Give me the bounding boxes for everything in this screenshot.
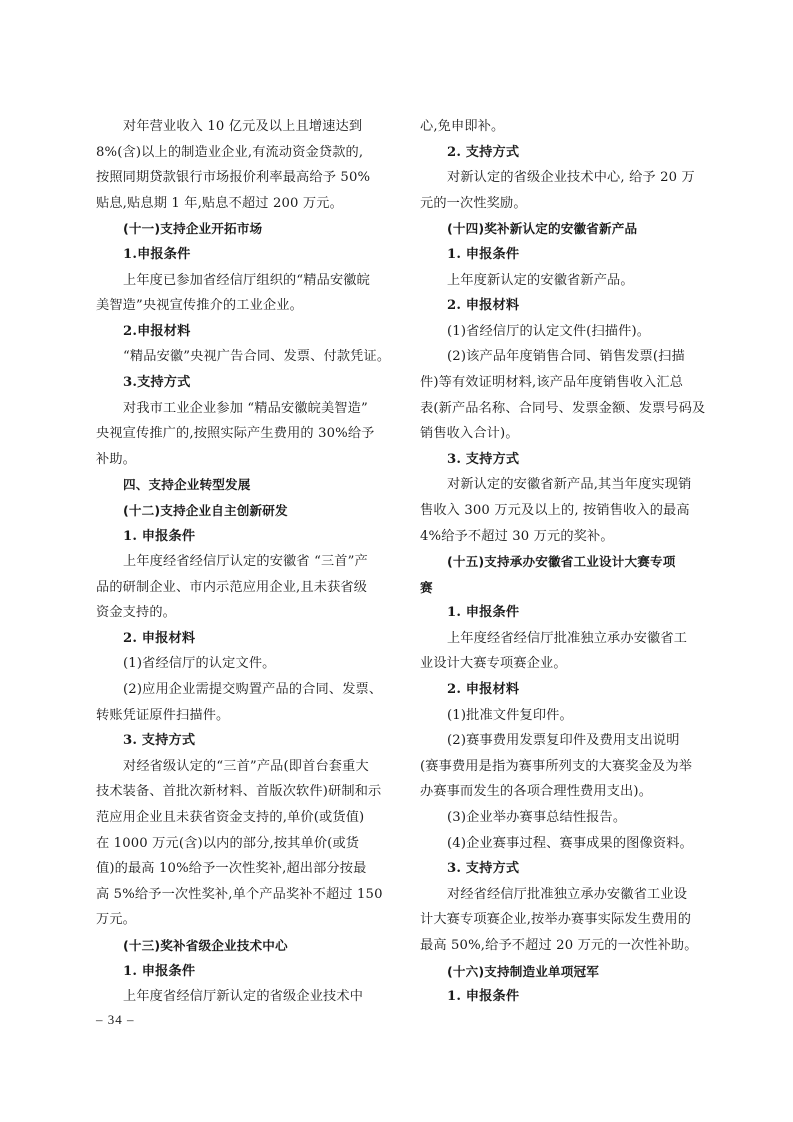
text-line: 美智造”央视宣传推介的工业企业。 [96, 298, 303, 314]
section-heading: (十六)支持制造业单项冠军 [447, 963, 599, 979]
sub-heading: 1. 申报条件 [447, 989, 520, 1005]
text-line: 央视宣传推广的,按照实际产生费用的 30%给予 [96, 426, 375, 442]
section-heading: (十三)奖补省级企业技术中心 [123, 938, 288, 953]
sub-heading: 2. 申报材料 [447, 298, 520, 314]
text-line: (1)批准文件复印件。 [447, 707, 573, 723]
text-line: 上年度经省经信厅批准独立承办安徽省工 [447, 630, 688, 646]
text-line: 8%(含)以上的制造业企业,有流动资金贷款的, [96, 144, 364, 160]
text-line: 对我市工业企业参加 “精品安徽皖美智造” [123, 400, 368, 416]
text-line: 上年度已参加省经信厅组织的“精品安徽皖 [123, 272, 370, 288]
text-line: 在 1000 万元(含)以内的部分,按其单价(或货 [96, 835, 360, 851]
text-line: 销售收入合计)。 [420, 426, 519, 442]
text-line: 件)等有效证明材料,该产品年度销售收入汇总 [420, 374, 684, 390]
text-line: 表(新产品名称、合同号、发票金额、发票号码及 [420, 400, 706, 416]
text-line: 业设计大赛专项赛企业。 [420, 656, 567, 672]
text-line: 元的一次性奖励。 [420, 195, 527, 211]
text-line: “精品安徽”央视广告合同、发票、付款凭证。 [123, 349, 391, 365]
text-line: 值)的最高 10%给予一次性奖补,超出部分按最 [96, 861, 367, 877]
sub-heading: 2. 支持方式 [447, 144, 520, 160]
text-line: 按照同期贷款银行市场报价利率最高给予 50% [96, 170, 371, 186]
text-line: 补助。 [96, 451, 137, 467]
text-line: 对经省级认定的“三首”产品(即首台套重大 [123, 758, 369, 774]
text-line: 4%给予不超过 30 万元的奖补。 [420, 528, 614, 544]
text-line: 对新认定的安徽省新产品,其当年度实现销 [447, 477, 692, 493]
text-line: 最高 50%,给予不超过 20 万元的一次性补助。 [420, 938, 698, 953]
sub-heading: 1. 申报条件 [447, 246, 520, 262]
section-heading: (十一)支持企业开拓市场 [123, 221, 263, 237]
text-line: 对新认定的省级企业技术中心, 给予 20 万 [447, 170, 695, 186]
section-heading: (十五)支持承办安徽省工业设计大赛专项 [447, 554, 676, 570]
text-line: 对年营业收入 10 亿元及以上且增速达到 [123, 119, 363, 134]
sub-heading: 3.支持方式 [123, 374, 191, 390]
text-line: 转账凭证原件扫描件。 [96, 707, 230, 723]
text-line: 上年度经省经信厅认定的安徽省 “三首”产 [123, 554, 368, 570]
text-line: 计大赛专项赛企业,按举办赛事实际发生费用的 [420, 912, 692, 928]
text-line: 贴息,贴息期 1 年,贴息不超过 200 万元。 [96, 195, 343, 211]
text-line: (1)省经信厅的认定文件(扫描件)。 [447, 323, 651, 339]
sub-heading: 3. 支持方式 [123, 733, 196, 749]
text-line: 售收入 300 万元及以上的, 按销售收入的最高 [420, 502, 690, 518]
sub-heading: 3. 支持方式 [447, 861, 520, 877]
right-column [420, 114, 714, 1010]
text-line: 心,免申即补。 [420, 119, 505, 134]
sub-heading: 2.申报材料 [123, 323, 191, 339]
text-line: 上年度新认定的安徽省新产品。 [447, 272, 634, 288]
text-line: 品的研制企业、市内示范应用企业,且未获省级 [96, 579, 368, 595]
sub-heading: 1.申报条件 [123, 246, 191, 262]
text-line: (1)省经信厅的认定文件。 [123, 656, 276, 672]
text-line: 资金支持的。 [96, 605, 177, 621]
sub-heading: 1. 申报条件 [123, 963, 196, 979]
sub-heading: 2. 申报材料 [447, 682, 520, 698]
text-line: 上年度省经信厅新认定的省级企业技术中 [123, 989, 364, 1005]
text-line: (赛事费用是指为赛事所列支的大赛奖金及为举 [420, 758, 693, 774]
text-line: 技术装备、首批次新材料、首版次软件)研制和示 [96, 784, 382, 800]
text-line: 万元。 [96, 912, 137, 928]
text-line: (2)应用企业需提交购置产品的合同、发票、 [123, 682, 383, 698]
section-heading: (十二)支持企业自主创新研发 [123, 502, 288, 518]
section-heading: (十四)奖补新认定的安徽省新产品 [447, 221, 638, 237]
text-line: (4)企业赛事过程、赛事成果的图像资料。 [447, 835, 693, 851]
text-line: 办赛事而发生的各项合理性费用支出)。 [420, 784, 653, 800]
page-number: – 34 – [96, 1012, 135, 1027]
text-line: (3)企业举办赛事总结性报告。 [447, 810, 627, 826]
sub-heading: 1. 申报条件 [123, 528, 196, 544]
section-heading: 赛 [420, 579, 433, 595]
text-line: 范应用企业且未获省资金支持的,单价(或货值) [96, 810, 365, 826]
sub-heading: 3. 支持方式 [447, 451, 520, 467]
text-line: 高 5%给予一次性奖补,单个产品奖补不超过 150 [96, 886, 383, 902]
sub-heading: 1. 申报条件 [447, 605, 520, 621]
text-line: 对经省经信厅批准独立承办安徽省工业设 [447, 886, 688, 902]
chapter-heading: 四、支持企业转型发展 [123, 477, 251, 493]
left-column [96, 114, 390, 1010]
text-line: (2)该产品年度销售合同、销售发票(扫描 [447, 349, 685, 365]
text-line: (2)赛事费用发票复印件及费用支出说明 [447, 733, 680, 749]
sub-heading: 2. 申报材料 [123, 630, 196, 646]
